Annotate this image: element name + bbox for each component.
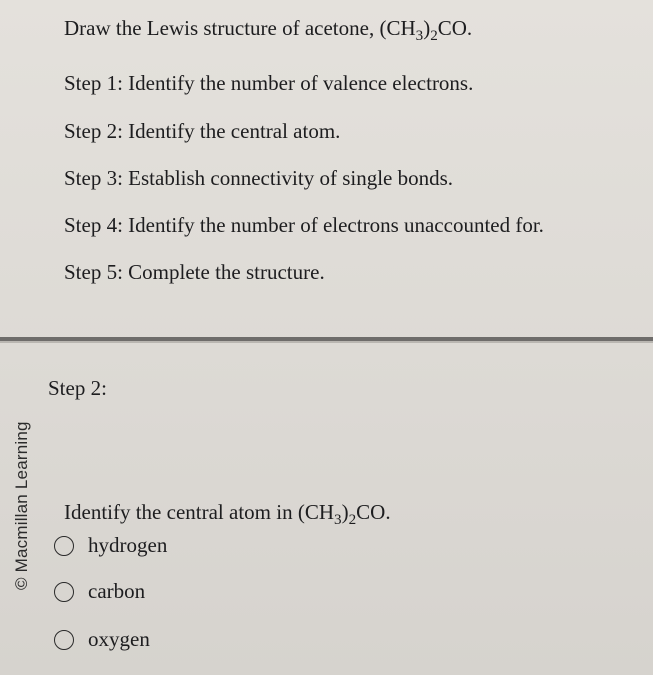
question-title	[64, 16, 644, 45]
radio-button-carbon[interactable]	[54, 582, 74, 602]
current-step-label: Step 2:	[48, 376, 107, 400]
step-1-text: Step 1: Identify the number of valence electrons.	[64, 71, 474, 96]
radio-button-hydrogen[interactable]	[54, 536, 74, 556]
radio-button-oxygen[interactable]	[54, 630, 74, 650]
option-label-hydrogen[interactable]: hydrogen	[88, 533, 168, 557]
copyright-watermark: © Macmillan Learning	[12, 421, 31, 590]
option-label-oxygen[interactable]: oxygen	[88, 627, 150, 651]
option-carbon[interactable]	[54, 579, 145, 604]
central-atom-prompt	[64, 500, 391, 529]
step-4-text: Step 4: Identify the number of electrons unaccounted for.	[64, 212, 544, 237]
formula-part: CO.	[356, 500, 391, 524]
option-oxygen[interactable]	[54, 627, 150, 652]
question-text: Draw the Lewis structure of acetone,	[64, 16, 380, 40]
step-2-text: Step 2: Identify the central atom.	[64, 118, 341, 143]
formula-part: (CH	[297, 500, 335, 524]
formula-subscript: 3	[334, 512, 342, 529]
formula-part: (CH	[379, 16, 416, 40]
formula-part: CO.	[437, 16, 473, 40]
formula-subscript: 3	[415, 28, 424, 45]
formula-part: )	[341, 500, 349, 524]
formula-subscript: 2	[430, 28, 438, 45]
formula-part: )	[423, 16, 431, 40]
instructions-block	[64, 16, 644, 307]
prompt-text: Identify the central atom in	[64, 500, 298, 524]
formula-subscript: 2	[348, 512, 357, 529]
section-divider-shadow	[0, 341, 653, 343]
option-label-carbon[interactable]: carbon	[88, 579, 146, 603]
option-hydrogen[interactable]	[54, 533, 167, 558]
step-3-text: Step 3: Establish connectivity of single bonds.	[64, 165, 454, 190]
step-5-text: Step 5: Complete the structure.	[64, 260, 325, 285]
